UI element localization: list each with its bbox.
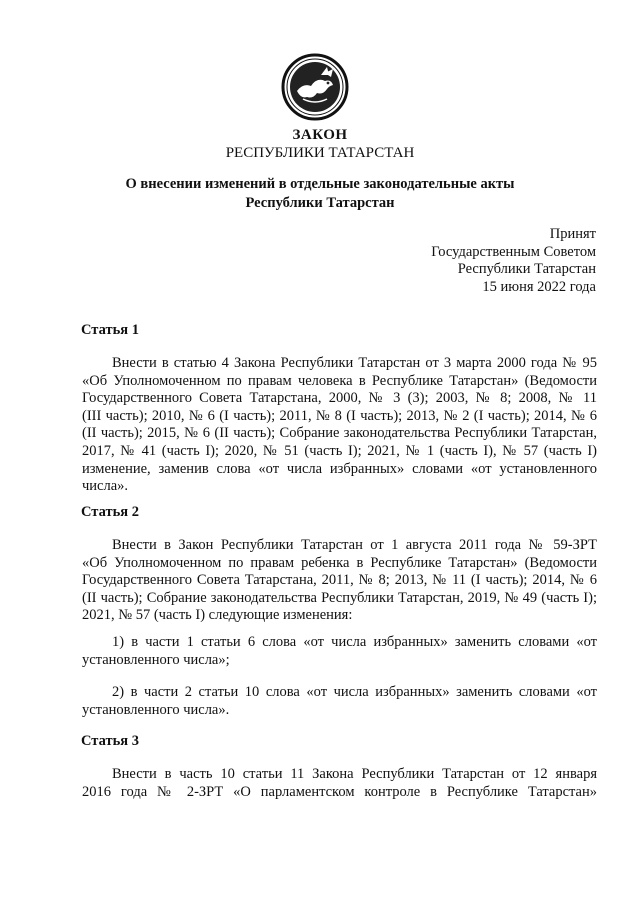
text-line: «Об Уполномоченном по правам человека в Республике Татарстан» (Ведомости (82, 372, 597, 389)
article-1-text (80, 355, 597, 496)
text-line: (II часть); Собрание законодательства Республики Татарстан, 2019, № 49 (часть I); (82, 589, 597, 606)
text-line: 2) в части 2 статьи 10 слова «от числа избранных» заменить словами «от (112, 684, 597, 700)
article-1-heading: Статья 1 (81, 322, 139, 338)
adoption-line: Государственным Советом (431, 243, 596, 260)
text-line: числа». (82, 478, 129, 495)
adoption-date: 15 июня 2022 года (482, 278, 596, 295)
text-line: «Об Уполномоченном по правам ребенка в Республике Татарстан» (Ведомости (82, 554, 597, 571)
article-2-item-2 (80, 684, 597, 719)
law-subtitle (0, 175, 640, 213)
law-heading: ЗАКОН (292, 127, 348, 143)
republic-heading: РЕСПУБЛИКИ ТАТАРСТАН (225, 145, 415, 161)
article-2-heading: Статья 2 (81, 504, 139, 520)
text-line: 2021, № 57 (часть I) следующие изменения: (82, 607, 353, 624)
text-line: (II часть); 2015, № 6 (II часть); Собрание законодательства Республики Татарстан, (82, 425, 597, 442)
subtitle-line: О внесении изменений в отдельные законодательные акты (125, 176, 515, 192)
snow-leopard-emblem-icon (281, 53, 349, 121)
text-line: Внести в Закон Республики Татарстан от 1 августа 2011 года № 59-ЗРТ (112, 537, 597, 553)
article-3-text (80, 766, 597, 801)
text-line: Государственного Совета Татарстана, 2000, № 3 (3); 2003, № 8; 2008, № 11 (82, 390, 597, 407)
adoption-line: Республики Татарстан (457, 261, 596, 277)
subtitle-line: Республики Татарстан (245, 195, 395, 211)
text-line: изменение, заменив слова «от числа избранных» словами «от установленного (82, 460, 597, 477)
text-line: установленного числа». (82, 701, 230, 718)
text-line: Внести в часть 10 статьи 11 Закона Республики Татарстан от 12 января (112, 766, 597, 782)
text-line: установленного числа»; (82, 651, 230, 668)
coat-of-arms-emblem (281, 53, 349, 121)
text-line: Внести в статью 4 Закона Республики Татарстан от 3 марта 2000 года № 95 (112, 355, 597, 371)
article-2-text (80, 537, 597, 625)
adoption-line: Принят (549, 226, 596, 242)
law-title (0, 126, 640, 162)
adoption-note (431, 226, 596, 296)
text-line: (III часть); 2010, № 6 (I часть); 2011, № 8 (I часть); 2013, № 2 (I часть); 2014, № 6 (82, 407, 597, 424)
text-line: 2017, № 41 (часть I); 2020, № 51 (часть I); 2021, № 1 (часть I), № 57 (часть I) (82, 442, 597, 459)
text-line: Государственного Совета Татарстана, 2011, № 8; 2013, № 11 (I часть); 2014, № 6 (82, 572, 597, 589)
article-2-item-1 (80, 634, 597, 669)
text-line: 2016 года № 2-ЗРТ «О парламентском контроле в Республике Татарстан» (82, 783, 597, 800)
article-3-heading: Статья 3 (81, 733, 139, 749)
text-line: 1) в части 1 статьи 6 слова «от числа избранных» заменить словами «от (112, 634, 597, 650)
